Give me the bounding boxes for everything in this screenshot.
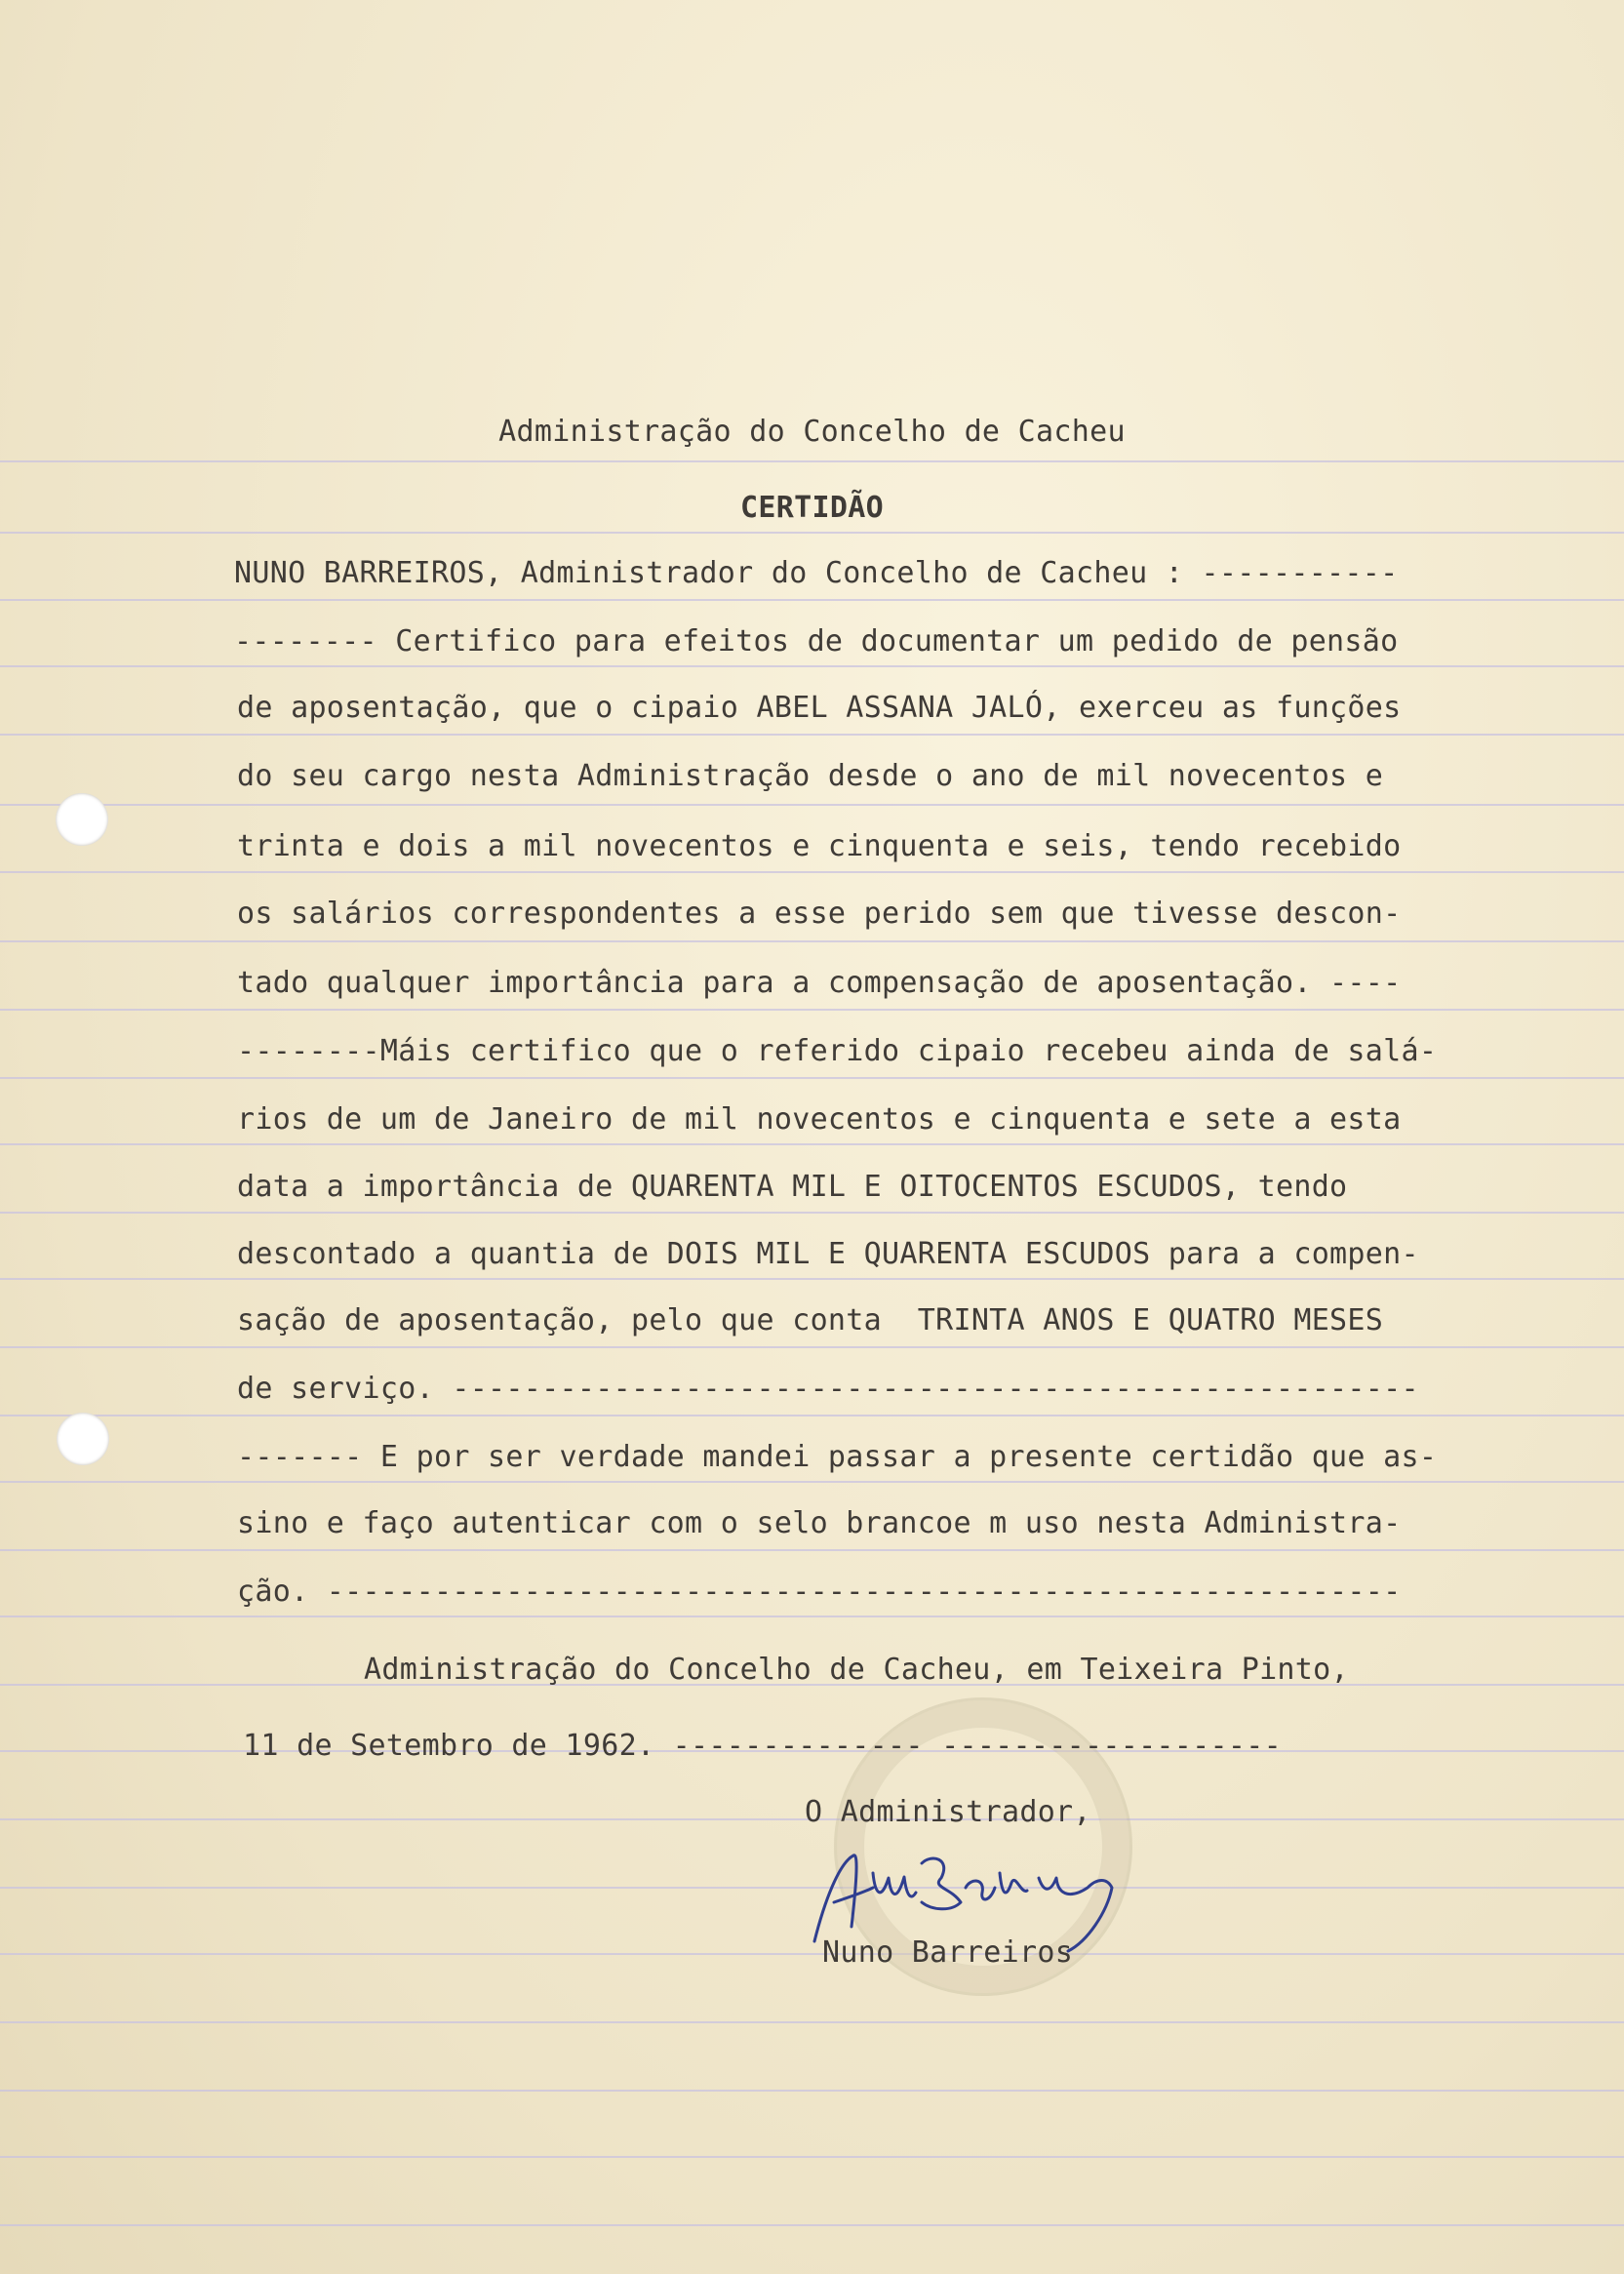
rule-line (0, 532, 1624, 534)
punch-hole (57, 1413, 109, 1465)
rule-line (0, 1212, 1624, 1214)
rule-line (0, 1549, 1624, 1551)
body-line: NUNO BARREIROS, Administrador do Concelho de Cacheu : ----------- (234, 556, 1399, 590)
rule-line (0, 2156, 1624, 2158)
rule-line (0, 2224, 1624, 2226)
rule-line (0, 1143, 1624, 1145)
closing-text: O Administrador, (805, 1795, 1091, 1829)
body-line: data a importância de QUARENTA MIL E OITOCENTOS ESCUDOS, tendo (237, 1170, 1348, 1204)
body-line: ção. ------------------------------------------------------------ (237, 1575, 1402, 1609)
rule-line (0, 804, 1624, 806)
place-line: Administração do Concelho de Cacheu, em Teixeira Pinto, (364, 1653, 1349, 1687)
body-line: trinta e dois a mil novecentos e cinquenta e seis, tendo recebido (237, 829, 1402, 863)
rule-line (0, 1616, 1624, 1617)
body-line: tado qualquer importância para a compensação de aposentação. ---- (237, 966, 1402, 1000)
document-title: CERTIDÃO (740, 491, 884, 525)
rule-line (0, 871, 1624, 873)
body-line: rios de um de Janeiro de mil novecentos e cinquenta e sete a esta (237, 1102, 1402, 1137)
rule-line (0, 1077, 1624, 1079)
rule-line (0, 2090, 1624, 2092)
body-line: ------- E por ser verdade mandei passar a presente certidão que as- (237, 1440, 1438, 1474)
body-line: do seu cargo nesta Administração desde o ano de mil novecentos e (237, 759, 1384, 793)
rule-line (0, 734, 1624, 736)
rule-line (0, 665, 1624, 667)
rule-line (0, 460, 1624, 462)
signatory-name: Nuno Barreiros (822, 1935, 1074, 1970)
body-line: os salários correspondentes a esse perido sem que tivesse descon- (237, 897, 1402, 931)
rule-line (0, 1481, 1624, 1483)
body-line: -------- Certifico para efeitos de documentar um pedido de pensão (234, 624, 1399, 658)
body-line: sino e faço autenticar com o selo brancoe m uso nesta Administra- (237, 1506, 1402, 1540)
rule-line (0, 2021, 1624, 2023)
document-header: Administração do Concelho de Cacheu (498, 415, 1126, 449)
rule-line (0, 1415, 1624, 1416)
body-line: descontado a quantia de DOIS MIL E QUARENTA ESCUDOS para a compen- (237, 1237, 1419, 1271)
punch-hole (56, 793, 108, 846)
body-line: de serviço. ------------------------------------------------------ (237, 1372, 1419, 1406)
rule-line (0, 1278, 1624, 1280)
date-line: 11 de Setembro de 1962. -------------- ------------------- (243, 1729, 1282, 1763)
body-line: --------Máis certifico que o referido cipaio recebeu ainda de salá- (237, 1034, 1438, 1068)
rule-line (0, 1009, 1624, 1011)
body-line: de aposentação, que o cipaio ABEL ASSANA JALÓ, exerceu as funções (237, 691, 1402, 725)
rule-line (0, 1346, 1624, 1348)
rule-line (0, 599, 1624, 601)
body-line: sação de aposentação, pelo que conta TRINTA ANOS E QUATRO MESES (237, 1303, 1384, 1337)
rule-line (0, 940, 1624, 942)
